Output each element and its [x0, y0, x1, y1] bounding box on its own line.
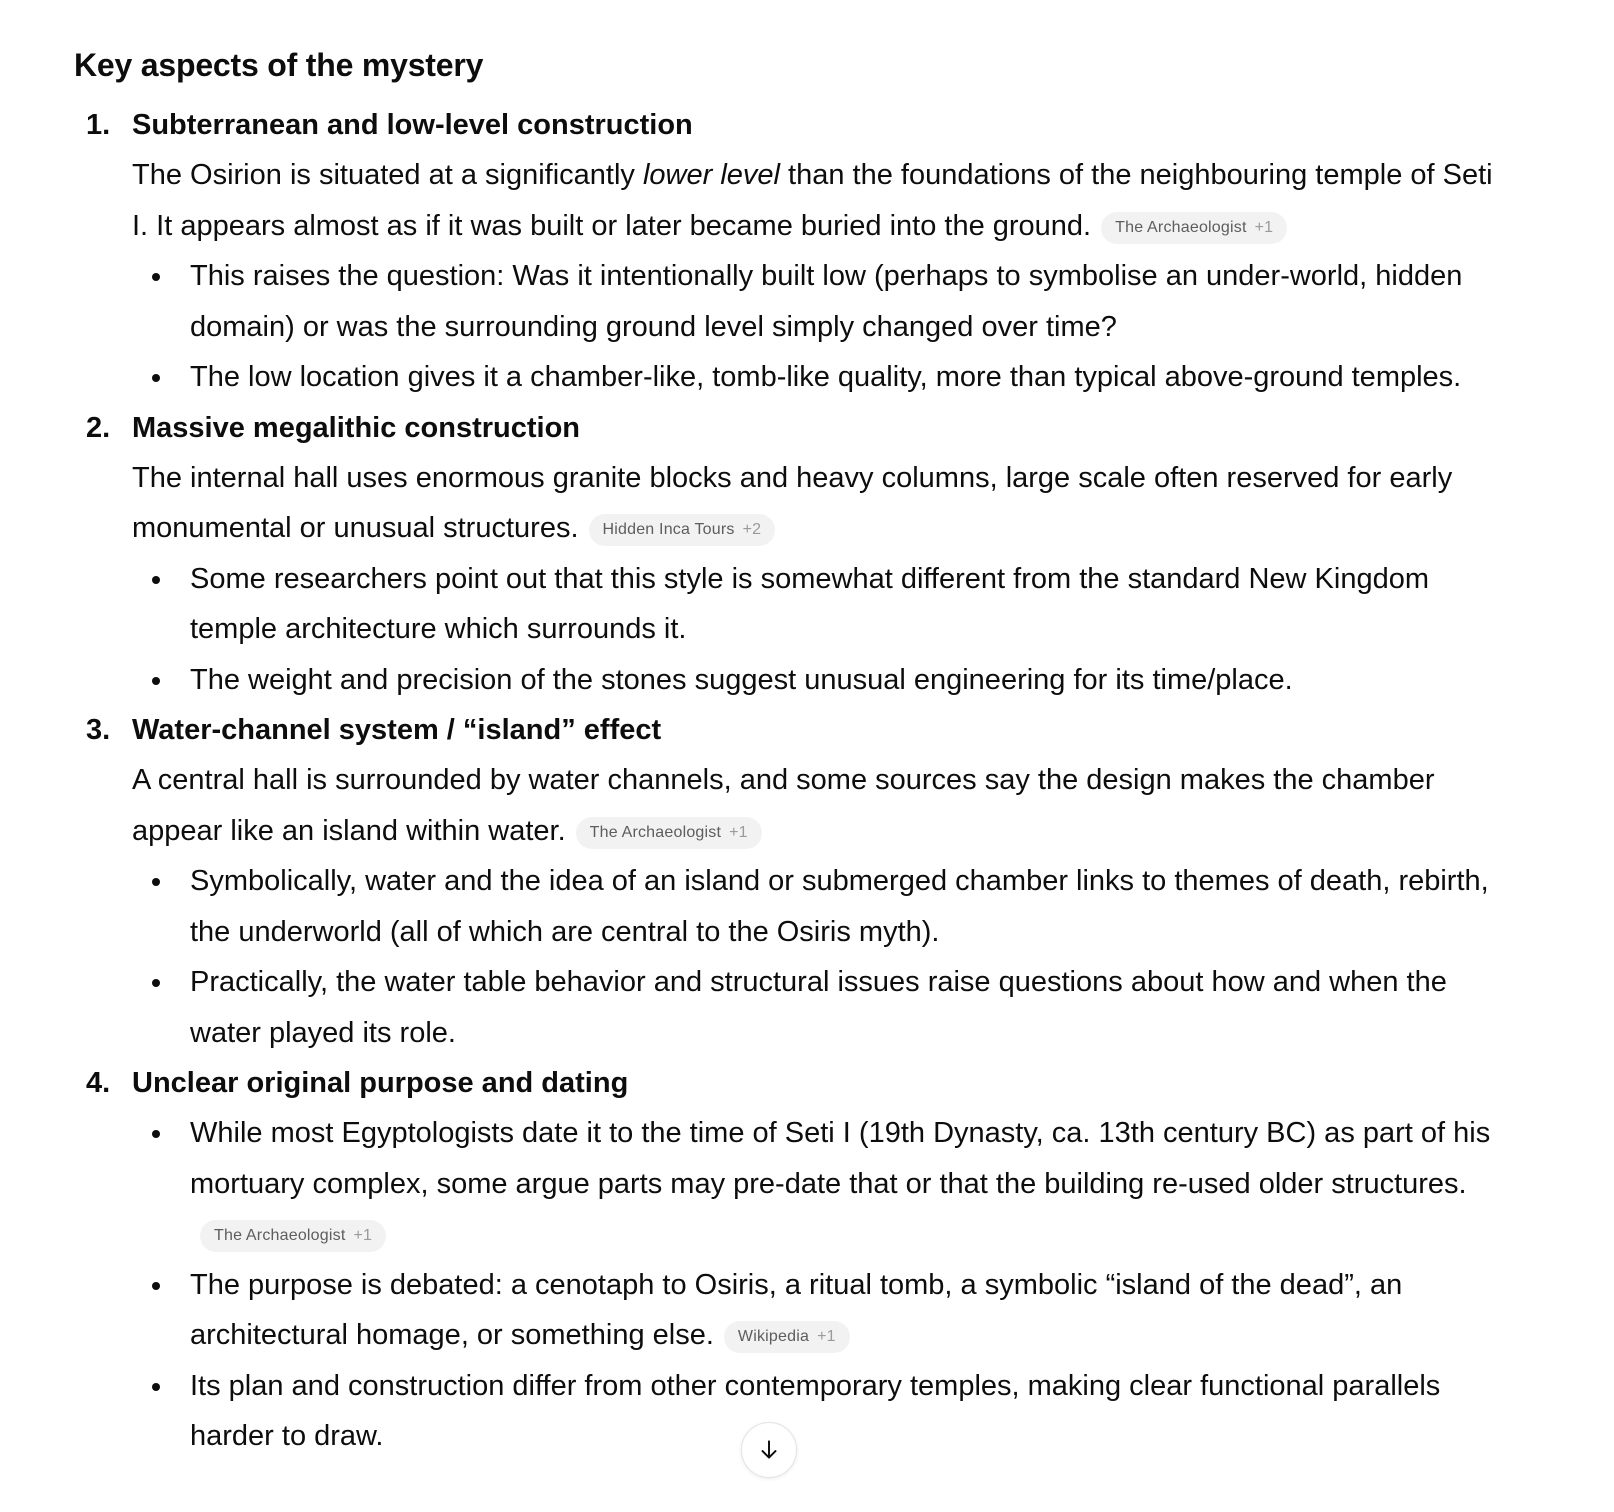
aspect-number: 1.	[86, 109, 111, 141]
bullet-text: This raises the question: Was it intentionally built low (perhaps to symbolise an under-world, hidden domain) or was the surrounding ground level simply changed over time?	[190, 260, 1463, 343]
bullet-text: The purpose is debated: a cenotaph to Osiris, a ritual tomb, a symbolic “island of the dead”, an architectural homage, or something else.	[190, 1268, 1403, 1351]
aspect-number: 4.	[86, 1067, 111, 1099]
bullet-item	[132, 655, 1494, 706]
aspect-item-3	[74, 705, 1494, 1058]
bullet-text: While most Egyptologists date it to the time of Seti I (19th Dynasty, ca. 13th century BC) as part of his mortuary complex, some argue parts may pre-date that or that the building re-used older structures.	[190, 1117, 1491, 1200]
section-heading: Key aspects of the mystery	[74, 47, 484, 83]
scroll-to-bottom-button[interactable]	[741, 1422, 797, 1478]
bullet-text: Practically, the water table behavior and structural issues raise questions about how and when the water played its role.	[190, 966, 1447, 1049]
aspects-list	[74, 100, 1494, 1462]
citation-count: +1	[817, 1328, 836, 1345]
paragraph-text: The Osirion is situated at a significantly	[132, 159, 643, 191]
citation-source: Wikipedia	[737, 1328, 810, 1345]
aspect-paragraph	[132, 755, 1494, 856]
bullet-item	[132, 251, 1494, 352]
citation-chip[interactable]	[200, 1220, 386, 1252]
citation-count: +2	[742, 521, 762, 538]
bullet-dot	[152, 273, 160, 281]
bullet-dot	[152, 1282, 160, 1290]
response-content	[74, 40, 1494, 1462]
bullet-list	[132, 856, 1494, 1058]
aspect-title: Subterranean and low-level construction	[132, 109, 693, 141]
arrow-down-icon	[756, 1437, 782, 1463]
citation-count: +1	[1254, 218, 1274, 236]
paragraph-text: The internal hall uses enormous granite blocks and heavy columns, large scale often reserved for early monumental or unusual structures.	[132, 461, 1453, 544]
aspect-item-2	[74, 403, 1494, 706]
bullet-item	[132, 957, 1494, 1058]
citation-source: The Archaeologist	[214, 1227, 346, 1244]
bullet-text: Symbolically, water and the idea of an island or submerged chamber links to themes of death, rebirth, the underworld (all of which are central to the Osiris myth).	[190, 865, 1489, 948]
aspect-title: Massive megalithic construction	[132, 411, 581, 444]
citation-chip[interactable]	[576, 817, 762, 849]
bullet-dot	[152, 979, 160, 987]
bullet-dot	[152, 677, 160, 685]
aspect-number: 2.	[86, 411, 111, 444]
bullet-list	[132, 1108, 1494, 1462]
aspect-title: Unclear original purpose and dating	[132, 1067, 629, 1099]
paragraph-emphasis: lower level	[642, 159, 780, 191]
bullet-dot	[152, 1383, 160, 1391]
aspect-title: Water-channel system / “island” effect	[132, 714, 662, 746]
paragraph-text: A central hall is surrounded by water channels, and some sources say the design makes the chamber appear like an island within water.	[132, 764, 1435, 847]
bullet-item	[132, 856, 1494, 957]
bullet-item	[132, 1361, 1494, 1462]
aspect-item-4	[74, 1058, 1494, 1462]
aspect-number: 3.	[86, 714, 111, 746]
bullet-list	[132, 251, 1494, 403]
bullet-dot	[152, 576, 160, 584]
aspect-paragraph	[132, 150, 1494, 251]
bullet-dot	[152, 374, 160, 382]
citation-chip[interactable]	[1101, 212, 1287, 244]
paragraph-text: than the foundations of the neighbouring temple of Seti I. It appears almost as if it was built or later became buried into the ground.	[132, 159, 1493, 242]
bullet-text: The low location gives it a chamber-like, tomb-like quality, more than typical above-ground temples.	[190, 361, 1462, 393]
aspect-item-1	[74, 100, 1494, 403]
bullet-text: The weight and precision of the stones suggest unusual engineering for its time/place.	[190, 663, 1293, 696]
bullet-text: Its plan and construction differ from other contemporary temples, making clear functional parallels harder to draw.	[190, 1369, 1441, 1452]
citation-chip[interactable]	[589, 514, 776, 546]
bullet-item	[132, 554, 1494, 655]
citation-source: The Archaeologist	[1115, 218, 1247, 236]
citation-count: +1	[729, 823, 748, 841]
bullet-list	[132, 554, 1494, 706]
bullet-item	[132, 1260, 1494, 1361]
citation-chip[interactable]	[724, 1321, 850, 1353]
bullet-dot	[152, 878, 160, 886]
bullet-text: Some researchers point out that this style is somewhat different from the standard New Kingdom temple architecture which surrounds it.	[190, 562, 1430, 645]
aspect-paragraph	[132, 453, 1494, 554]
bullet-item	[132, 352, 1494, 403]
citation-source: Hidden Inca Tours	[602, 521, 735, 538]
bullet-dot	[152, 1130, 160, 1138]
bullet-item	[132, 1108, 1494, 1260]
citation-source: The Archaeologist	[589, 823, 722, 841]
citation-count: +1	[353, 1227, 373, 1244]
